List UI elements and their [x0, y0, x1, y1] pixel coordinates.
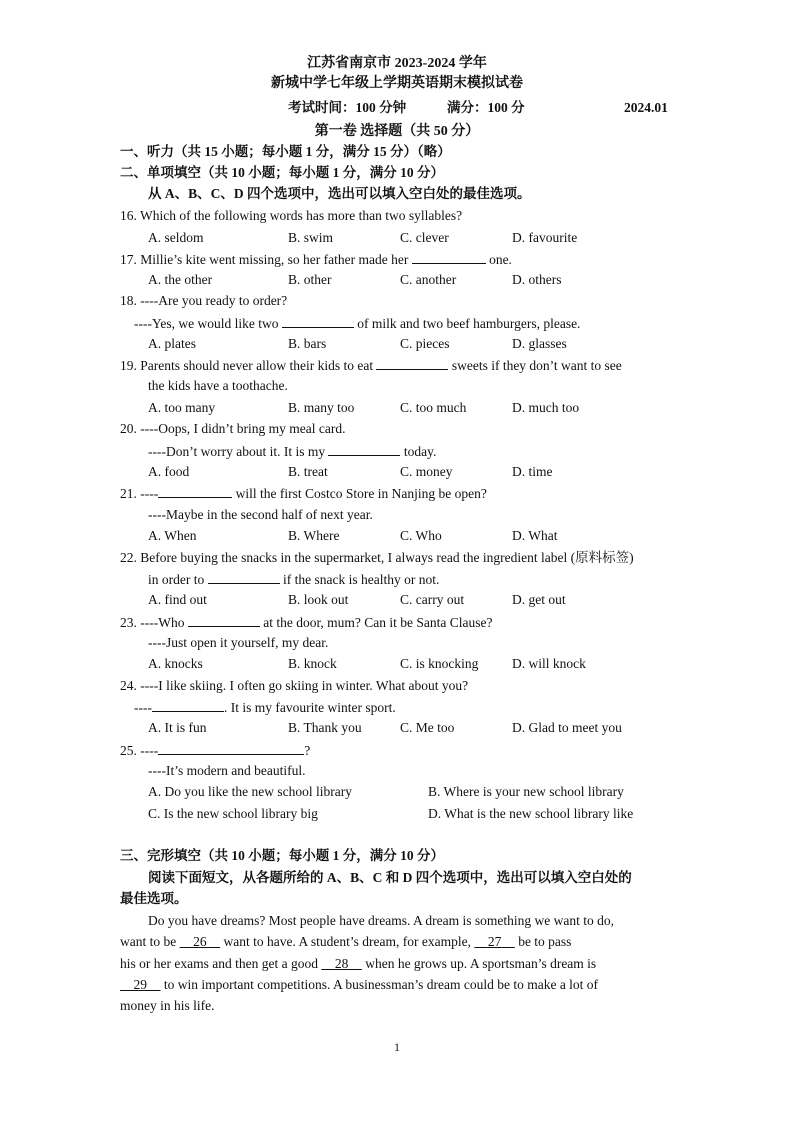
section-cloze-instructions-1: 阅读下面短文，从各题所给的 A、B、C 和 D 四个选项中，选出可以填入空白处的 [148, 870, 632, 885]
q21-option-c[interactable]: C. Who [400, 528, 442, 543]
q19-option-b[interactable]: B. many too [288, 400, 355, 415]
q25-stem: 25. ---- ? [120, 740, 310, 761]
q22-stem: in order to if the snack is healthy or not. [148, 569, 439, 590]
section-listening: 一、听力（共 15 小题；每小题 1 分，满分 15 分）（略） [120, 144, 451, 159]
q20-option-d[interactable]: D. time [512, 464, 553, 479]
q24-blank[interactable] [152, 697, 224, 712]
q24-stem: ---- . It is my favourite winter sport. [134, 697, 396, 718]
q24-option-d[interactable]: D. Glad to meet you [512, 720, 622, 735]
q25-option-c[interactable]: C. Is the new school library big [148, 806, 318, 821]
q20-stem: ----Don’t worry about it. It is my today. [148, 441, 436, 462]
q20-option-a[interactable]: A. food [148, 464, 190, 479]
q22-option-b[interactable]: B. look out [288, 592, 349, 607]
volume-heading: 第一卷 选择题（共 50 分） [314, 124, 480, 139]
q23-option-d[interactable]: D. will knock [512, 656, 586, 671]
section-cloze: 三、完形填空（共 10 小题；每小题 1 分，满分 10 分） [120, 848, 444, 863]
q24-option-c[interactable]: C. Me too [400, 720, 455, 735]
q18-line1: 18. ----Are you ready to order? [120, 293, 288, 308]
q17-option-c[interactable]: C. another [400, 272, 457, 287]
cloze-blank-28[interactable]: 28 [334, 956, 349, 971]
q16-stem: 16. Which of the following words has more than two syllables? [120, 208, 463, 223]
q16-option-d[interactable]: D. favourite [512, 230, 578, 245]
passage-line-5: money in his life. [120, 998, 215, 1013]
q19-blank[interactable] [376, 355, 448, 370]
q16-option-a[interactable]: A. seldom [148, 230, 204, 245]
passage-line-1: Do you have dreams? Most people have dreams. A dream is something we want to do, [148, 913, 615, 928]
q24-option-b[interactable]: B. Thank you [288, 720, 362, 735]
q18-option-b[interactable]: B. bars [288, 336, 327, 351]
q20-option-c[interactable]: C. money [400, 464, 453, 479]
q25-option-d[interactable]: D. What is the new school library like [428, 806, 634, 821]
q19-option-a[interactable]: A. too many [148, 400, 216, 415]
q17-option-a[interactable]: A. the other [148, 272, 213, 287]
cloze-blank-29[interactable]: 29 [133, 977, 147, 992]
q22-option-c[interactable]: C. carry out [400, 592, 465, 607]
q23-line2: ----Just open it yourself, my dear. [148, 635, 329, 650]
q18-stem: ----Yes, we would like two of milk and two beef hamburgers, please. [134, 313, 580, 334]
cloze-blank-27[interactable]: 27 [487, 934, 502, 949]
q16-option-b[interactable]: B. swim [288, 230, 334, 245]
q22-option-d[interactable]: D. get out [512, 592, 566, 607]
q21-stem: 21. ---- will the first Costco Store in Nanjing be open? [120, 483, 487, 504]
q25-line2: ----It’s modern and beautiful. [148, 763, 306, 778]
q18-option-c[interactable]: C. pieces [400, 336, 450, 351]
q19-option-d[interactable]: D. much too [512, 400, 580, 415]
q18-blank[interactable] [282, 313, 354, 328]
q19-line2: the kids have a toothache. [148, 378, 288, 393]
q18-option-a[interactable]: A. plates [148, 336, 196, 351]
page-number: 1 [394, 1040, 400, 1054]
q21-option-a[interactable]: A. When [148, 528, 197, 543]
q17-blank[interactable] [412, 249, 486, 264]
q23-option-c[interactable]: C. is knocking [400, 656, 479, 671]
q20-blank[interactable] [328, 441, 400, 456]
section-cloze-instructions-2: 最佳选项。 [120, 891, 188, 906]
q24-line1: 24. ----I like skiing. I often go skiing in winter. What about you? [120, 678, 469, 693]
q23-blank[interactable] [188, 612, 260, 627]
q22-line1: 22. Before buying the snacks in the supermarket, I always read the ingredient label (原料标签) [120, 550, 634, 565]
q19-option-c[interactable]: C. too much [400, 400, 467, 415]
q23-option-b[interactable]: B. knock [288, 656, 337, 671]
exam-title-line1: 江苏省南京市 2023-2024 学年 [307, 56, 487, 71]
passage-line-3: his or her exams and then get a good 28 when he grows up. A sportsman’s dream is [120, 956, 597, 971]
q23-option-a[interactable]: A. knocks [148, 656, 203, 671]
q20-line1: 20. ----Oops, I didn’t bring my meal card. [120, 421, 346, 436]
q20-option-b[interactable]: B. treat [288, 464, 328, 479]
q25-blank[interactable] [158, 740, 304, 755]
passage-line-4: 29 to win important competitions. A businessman’s dream could be to make a lot of [133, 977, 599, 992]
q17-stem: 17. Millie’s kite went missing, so her father made her one. [120, 249, 512, 270]
q24-option-a[interactable]: A. It is fun [148, 720, 207, 735]
cloze-blank-26[interactable]: 26 [193, 934, 207, 949]
passage-line-2: want to be 26 want to have. A student’s dream, for example, 27 be to pass [120, 934, 572, 949]
q17-option-d[interactable]: D. others [512, 272, 562, 287]
q21-option-b[interactable]: B. Where [288, 528, 340, 543]
exam-title-line2: 新城中学七年级上学期英语期末模拟试卷 [271, 76, 523, 91]
section-single-choice-instructions: 从 A、B、C、D 四个选项中，选出可以填入空白处的最佳选项。 [148, 186, 531, 201]
q21-line2: ----Maybe in the second half of next year. [148, 507, 373, 522]
exam-time: 考试时间：100 分钟 [288, 100, 407, 115]
q25-option-a[interactable]: A. Do you like the new school library [148, 784, 352, 799]
q22-option-a[interactable]: A. find out [148, 592, 207, 607]
q21-option-d[interactable]: D. What [512, 528, 558, 543]
q23-stem: 23. ----Who at the door, mum? Can it be Santa Clause? [120, 612, 493, 633]
q21-blank[interactable] [158, 483, 232, 498]
section-single-choice: 二、单项填空（共 10 小题；每小题 1 分，满分 10 分） [120, 165, 444, 180]
exam-score: 满分：100 分 [447, 100, 525, 115]
q16-option-c[interactable]: C. clever [400, 230, 449, 245]
q19-stem: 19. Parents should never allow their kids to eat sweets if they don’t want to see [120, 355, 622, 376]
q17-option-b[interactable]: B. other [288, 272, 332, 287]
q22-blank[interactable] [208, 569, 280, 584]
q18-option-d[interactable]: D. glasses [512, 336, 567, 351]
exam-date: 2024.01 [624, 100, 668, 115]
q25-option-b[interactable]: B. Where is your new school library [428, 784, 624, 799]
